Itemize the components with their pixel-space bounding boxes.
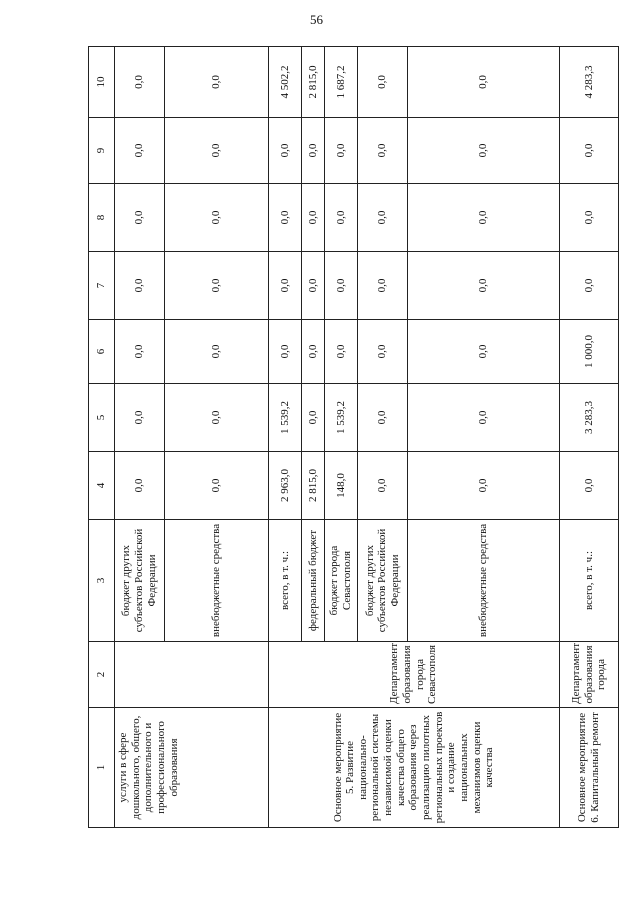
column-number: 6 — [89, 320, 115, 384]
funding-source-cell: бюджет других субъектов Российской Федерации — [114, 520, 164, 642]
funding-source-cell: всего, в т. ч.: — [268, 520, 301, 642]
value-cell: 0,0 — [302, 384, 325, 452]
funding-source-cell: внебюджетные средства — [407, 520, 559, 642]
value-cell: 0,0 — [114, 252, 164, 320]
value-cell: 0,0 — [407, 118, 559, 184]
value-cell: 0,0 — [164, 252, 268, 320]
value-cell: 0,0 — [114, 47, 164, 118]
value-cell: 0,0 — [559, 252, 618, 320]
value-cell: 0,0 — [114, 184, 164, 252]
value-cell: 0,0 — [358, 184, 408, 252]
column-number: 8 — [89, 184, 115, 252]
value-cell: 2 815,0 — [302, 47, 325, 118]
value-cell: 0,0 — [164, 47, 268, 118]
activity-name-cell: услуги в сфере дошкольного, общего, дополнительного и профессионального образования — [114, 708, 268, 828]
column-number: 9 — [89, 118, 115, 184]
table-row — [268, 47, 301, 828]
value-cell: 4 283,3 — [559, 47, 618, 118]
value-cell: 0,0 — [268, 118, 301, 184]
responsible-cell: Департамент образования города Севастополя — [268, 642, 559, 708]
value-cell: 0,0 — [358, 252, 408, 320]
funding-source-cell: всего, в т. ч.: — [559, 520, 618, 642]
column-number: 7 — [89, 252, 115, 320]
funding-source-cell: внебюджетные средства — [164, 520, 268, 642]
value-cell: 0,0 — [114, 452, 164, 520]
value-cell: 0,0 — [268, 184, 301, 252]
value-cell: 0,0 — [324, 252, 357, 320]
funding-source-cell: бюджет города Севастополя — [324, 520, 357, 642]
value-cell: 0,0 — [114, 118, 164, 184]
value-cell: 0,0 — [268, 320, 301, 384]
column-number-row — [89, 47, 115, 828]
value-cell: 0,0 — [302, 252, 325, 320]
value-cell: 0,0 — [114, 320, 164, 384]
table-row — [559, 47, 618, 828]
column-number: 4 — [89, 452, 115, 520]
table-row — [114, 47, 164, 828]
rotated-table-frame — [88, 47, 619, 828]
column-number: 5 — [89, 384, 115, 452]
value-cell: 0,0 — [407, 384, 559, 452]
activity-name-cell: Основное мероприятие 6. Капитальный ремонт — [559, 708, 618, 828]
value-cell: 0,0 — [358, 320, 408, 384]
value-cell: 0,0 — [164, 320, 268, 384]
responsible-cell — [114, 642, 268, 708]
funding-source-cell: федеральный бюджет — [302, 520, 325, 642]
page-number: 56 — [310, 12, 323, 27]
rotated-table-content — [88, 47, 619, 828]
value-cell: 0,0 — [164, 384, 268, 452]
value-cell: 0,0 — [407, 47, 559, 118]
value-cell: 0,0 — [559, 118, 618, 184]
value-cell: 2 963,0 — [268, 452, 301, 520]
value-cell: 0,0 — [559, 452, 618, 520]
value-cell: 1 000,0 — [559, 320, 618, 384]
value-cell: 0,0 — [407, 320, 559, 384]
value-cell: 0,0 — [358, 384, 408, 452]
funding-source-cell: бюджет других субъектов Российской Федерации — [358, 520, 408, 642]
value-cell: 1 539,2 — [268, 384, 301, 452]
value-cell: 0,0 — [164, 118, 268, 184]
value-cell: 0,0 — [407, 452, 559, 520]
responsible-cell: Департамент образования города — [559, 642, 618, 708]
value-cell: 2 815,0 — [302, 452, 325, 520]
value-cell: 1 539,2 — [324, 384, 357, 452]
value-cell: 0,0 — [407, 252, 559, 320]
value-cell: 0,0 — [324, 320, 357, 384]
activity-name-cell: Основное мероприятие 5. Развитие национально-региональной системы независимой оценки качества общего образования через реализацию пилотных региональных проектов и создание национальных механизмов оценки качества — [268, 708, 559, 828]
value-cell: 0,0 — [164, 184, 268, 252]
value-cell: 0,0 — [302, 118, 325, 184]
value-cell: 0,0 — [358, 47, 408, 118]
value-cell: 0,0 — [164, 452, 268, 520]
value-cell: 0,0 — [559, 184, 618, 252]
column-number: 3 — [89, 520, 115, 642]
value-cell: 0,0 — [302, 320, 325, 384]
value-cell: 0,0 — [324, 184, 357, 252]
value-cell: 0,0 — [268, 252, 301, 320]
column-number: 10 — [89, 47, 115, 118]
value-cell: 4 502,2 — [268, 47, 301, 118]
value-cell: 0,0 — [358, 118, 408, 184]
value-cell: 1 687,2 — [324, 47, 357, 118]
value-cell: 0,0 — [302, 184, 325, 252]
value-cell: 0,0 — [358, 452, 408, 520]
column-number: 1 — [89, 708, 115, 828]
value-cell: 0,0 — [114, 384, 164, 452]
budget-table — [88, 46, 619, 828]
value-cell: 148,0 — [324, 452, 357, 520]
value-cell: 0,0 — [407, 184, 559, 252]
column-number: 2 — [89, 642, 115, 708]
value-cell: 3 283,3 — [559, 384, 618, 452]
value-cell: 0,0 — [324, 118, 357, 184]
